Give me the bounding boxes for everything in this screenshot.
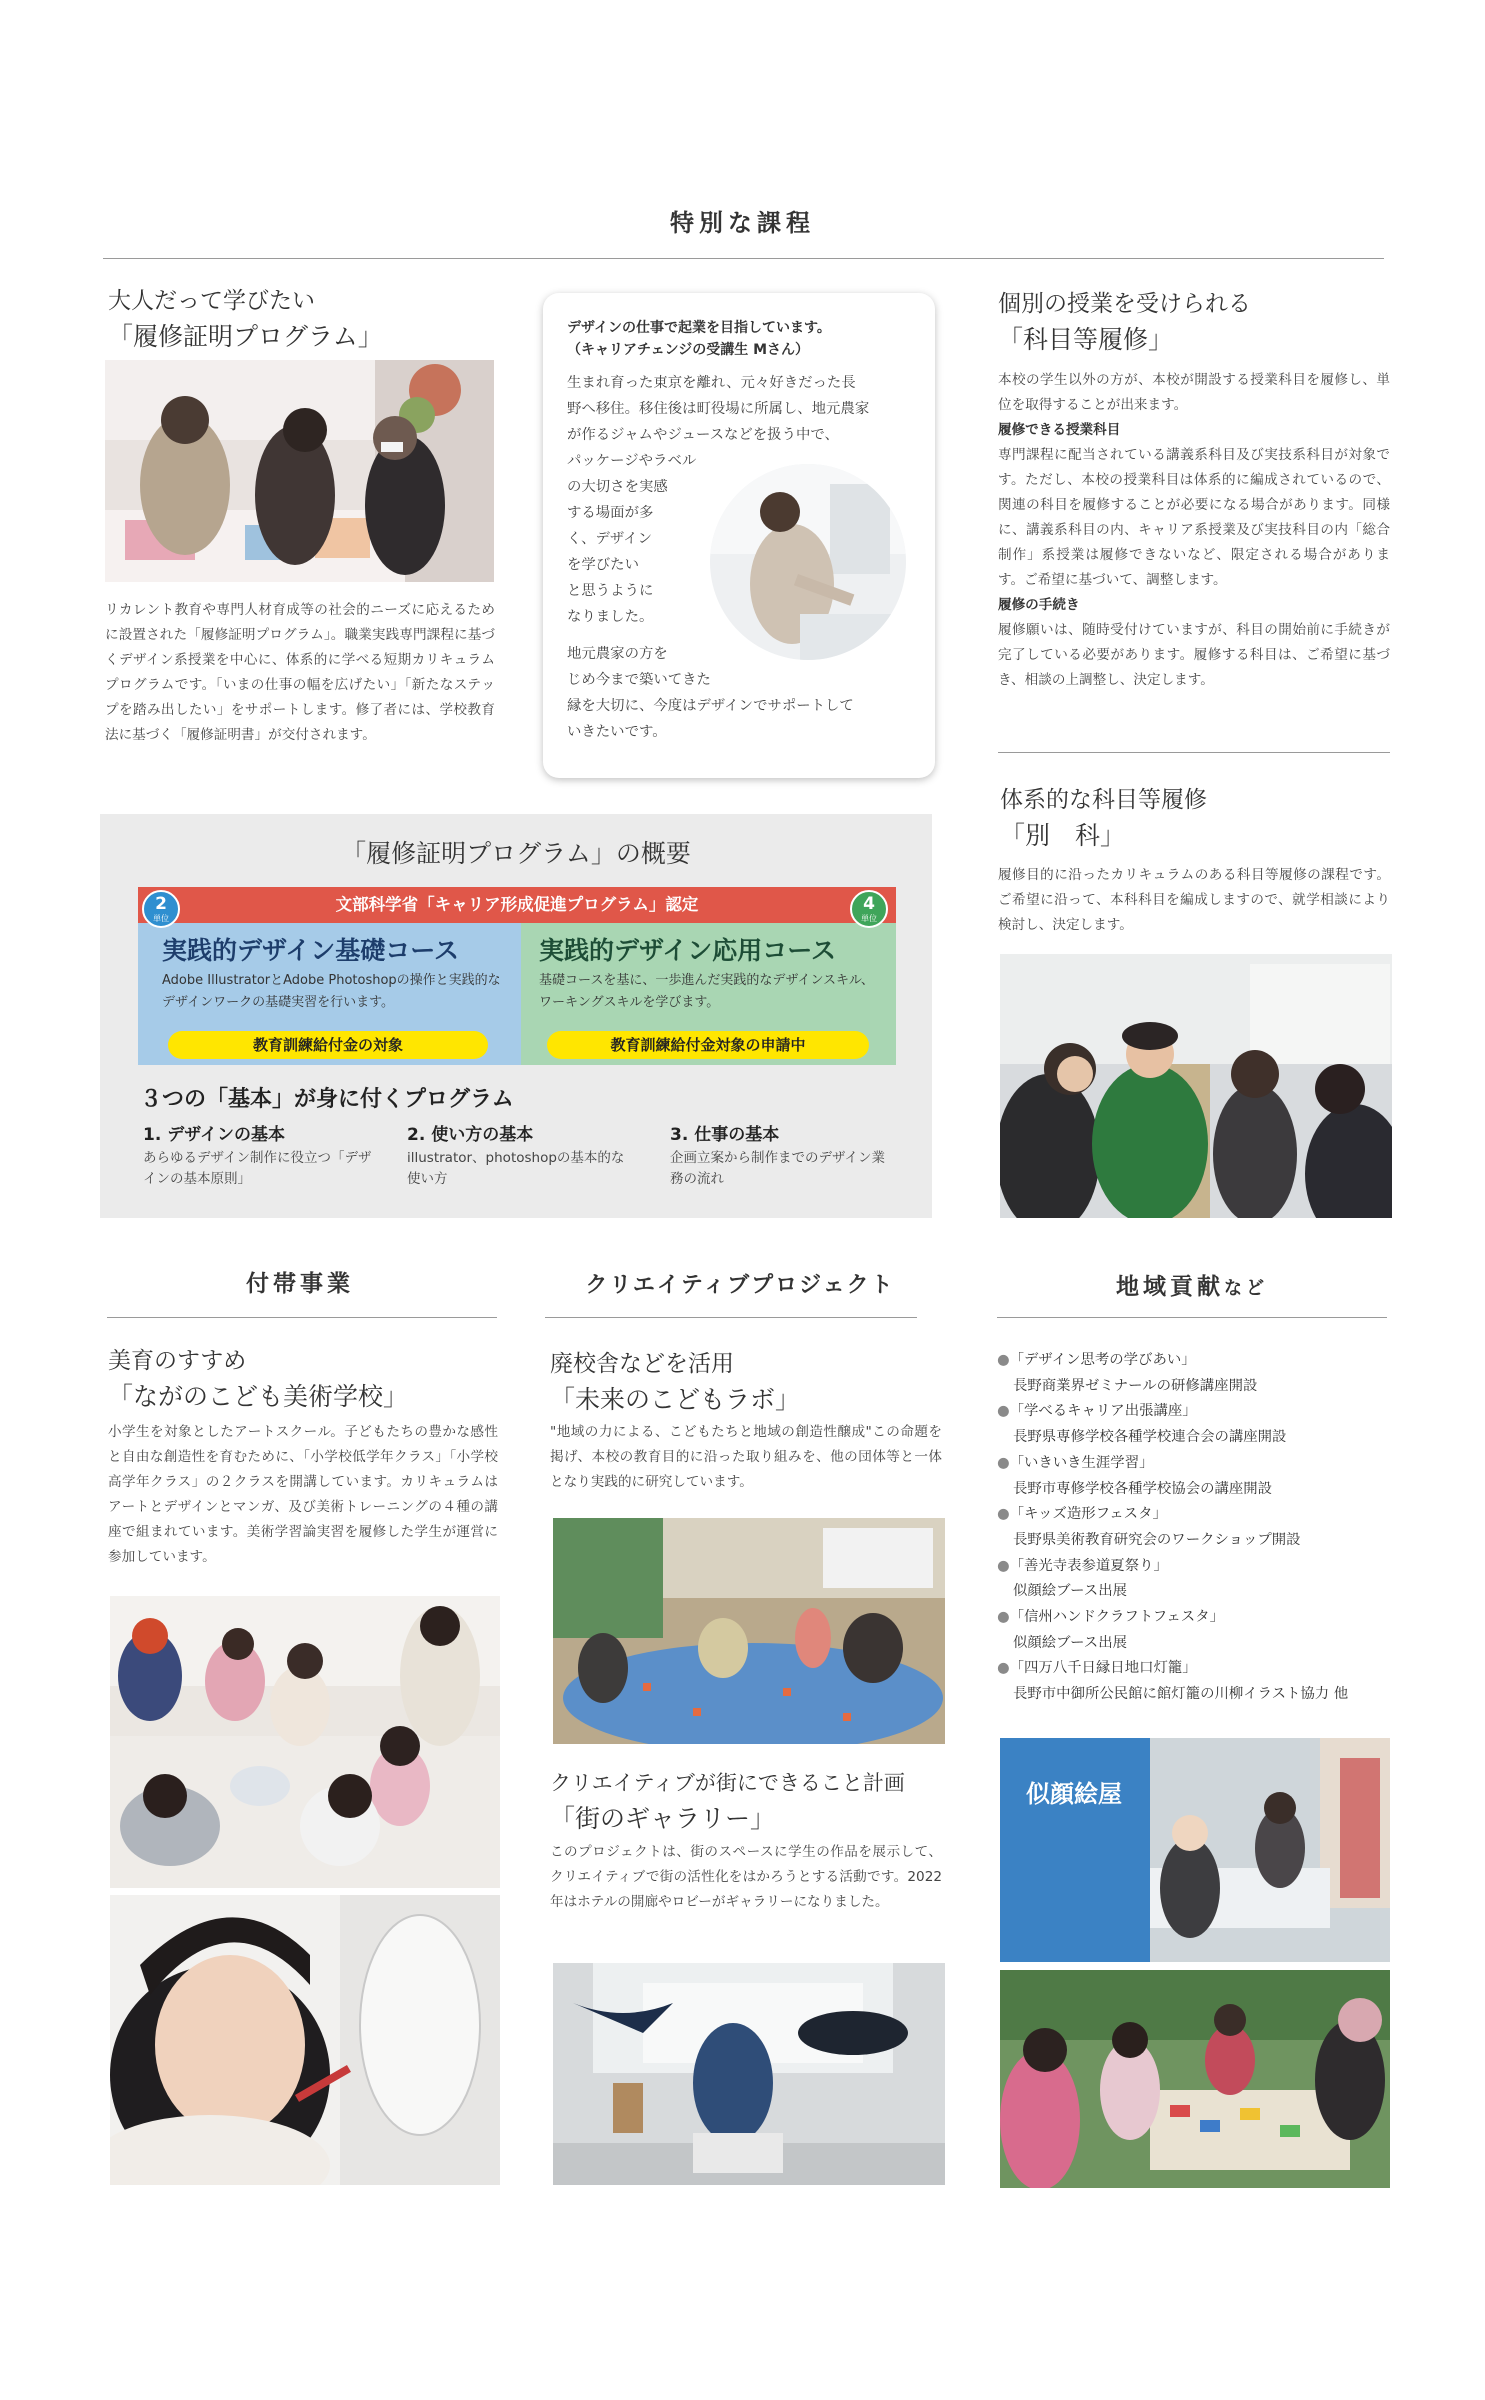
futai-lead — [108, 1343, 508, 1415]
interview-line: 縁を大切に、今度はデザインでサポートして — [567, 698, 854, 714]
applied-course-panel — [521, 923, 896, 1065]
list-bullet: ● — [997, 1557, 1010, 1574]
list-item-title: 「信州ハンドクラフトフェスタ」 — [1009, 1609, 1224, 1626]
list-item-title: 「善光寺表参道夏祭り」 — [1009, 1557, 1168, 1574]
basic-item-desc: 企画立案から制作までのデザイン業務の流れ — [670, 1150, 886, 1187]
bekka-lead-1: 体系的な科目等履修 — [1000, 787, 1207, 813]
futai-photo-2 — [110, 1895, 500, 2185]
rishu-photo — [105, 360, 494, 582]
interview-line: 生まれ育った東京を離れ、元々好きだった長 — [567, 375, 856, 391]
futai-body: 小学生を対象としたアートスクール。子どもたちの豊かな感性と自由な創造性を育むために、「小学校低学年クラス」「小学校高学年クラス」の２クラスを開講しています。カリキュラムはアートとデザインとマンガ、及び美術トレーニングの４種の講座で組まれています。美術学習論実習を履修した学生が運営に参加しています。 — [108, 1424, 498, 1565]
basic-item-1 — [143, 1122, 378, 1190]
creative-lead-2: 「未来のこどもラボ」 — [550, 1385, 801, 1414]
basic-course-panel — [138, 923, 521, 1065]
list-bullet: ● — [997, 1352, 1010, 1368]
chiiki-list — [997, 1348, 1387, 1708]
list-item-sub: 長野県専修学校各種学校連合会の講座開設 — [1013, 1429, 1287, 1446]
list-item-title: 「学べるキャリア出張講座」 — [1009, 1403, 1197, 1420]
title-divider — [103, 258, 1384, 259]
basic-item-desc: illustrator、photoshopの基本的な使い方 — [407, 1150, 625, 1187]
overview-box — [100, 814, 932, 1218]
bekka-photo — [1000, 954, 1392, 1218]
list-item — [997, 1451, 1387, 1502]
creative-lead-3: クリエイティブが街にできること計画 — [550, 1771, 905, 1795]
interview-line: なりました。 — [567, 609, 654, 625]
basic-units-label: 単位 — [153, 914, 169, 923]
list-item — [997, 1656, 1387, 1707]
interview-line: を学びたい — [567, 557, 639, 573]
basic-units-badge — [142, 890, 180, 928]
list-item-sub: 似顔絵ブース出展 — [1013, 1583, 1127, 1600]
overview-title: 「履修証明プログラム」の概要 — [341, 839, 691, 868]
kamoku-heading-2: 履修の手続き — [998, 597, 1080, 613]
kamoku-heading-1: 履修できる授業科目 — [998, 422, 1121, 438]
interview-person: （キャリアチェンジの受講生 Mさん） — [567, 342, 810, 358]
futai-section-title: 付帯事業 — [246, 1271, 354, 1297]
kamoku-lead-1: 個別の授業を受けられる — [998, 291, 1251, 317]
page-title: 特別な課程 — [670, 209, 815, 237]
interview-line: 地元農家の方を — [567, 646, 668, 662]
creative-lead-b — [550, 1765, 942, 1837]
list-bullet: ● — [997, 1609, 1010, 1626]
interview-line: じめ今まで築いてきた — [567, 672, 711, 688]
overview-banner: 文部科学省「キャリア形成促進プログラム」認定 — [138, 887, 896, 923]
list-bullet: ● — [997, 1660, 1010, 1677]
applied-units-badge — [850, 890, 888, 928]
list-bullet: ● — [997, 1403, 1010, 1420]
kamoku-body-3: 履修願いは、随時受付けていますが、科目の開始前に手続きが完了している必要があります。履修する科目は、ご希望に基づき、相談の上調整し、決定します。 — [998, 622, 1390, 688]
applied-units-label: 単位 — [861, 914, 877, 923]
interview-line: が作るジャムやジュースなどを扱う中で、 — [567, 427, 839, 443]
chiiki-divider — [997, 1317, 1387, 1318]
list-bullet: ● — [997, 1506, 1010, 1523]
rishu-lead — [108, 283, 508, 355]
futai-divider — [107, 1317, 497, 1318]
interview-card — [543, 293, 935, 778]
interview-line: する場面が多 — [567, 505, 654, 521]
kamoku-lead — [998, 286, 1378, 358]
list-item — [997, 1399, 1387, 1450]
kamoku-lead-2: 「科目等履修」 — [998, 325, 1174, 354]
list-item-title: 「いきいき生涯学習」 — [1009, 1454, 1154, 1471]
creative-lead-4: 「街のギャラリー」 — [550, 1804, 776, 1833]
creative-photo-1 — [553, 1518, 945, 1744]
list-item-sub: 長野市専修学校各種学校協会の講座開設 — [1013, 1480, 1273, 1497]
basic-course-desc: Adobe IllustratorとAdobe Photoshopの操作と実践的なデザインワークの基礎実習を行います。 — [162, 973, 501, 1010]
list-item-title: 「デザイン思考の学びあい」 — [1009, 1352, 1196, 1368]
rishu-body: リカレント教育や専門人材育成等の社会的ニーズに応えるために設置された「履修証明プログラム」。職業実践専門課程に基づくデザイン系授業を中心に、体系的に学べる短期カリキュラムプログラムです。「いまの仕事の幅を広げたい」「新たなステップを踏み出したい」をサポートします。修了者には、学校教育法に基づく「履修証明書」が交付されます。 — [105, 602, 495, 743]
futai-lead-1: 美育のすすめ — [108, 1348, 247, 1374]
basic-item-2 — [407, 1122, 637, 1190]
interview-p2 — [567, 641, 917, 745]
three-basics-title: ３つの「基本」が身に付くプログラム — [140, 1087, 514, 1112]
basic-course-title: 実践的デザイン基礎コース — [162, 936, 460, 965]
chiiki-title-main: 地域貢献 — [1116, 1274, 1224, 1300]
basic-item-3 — [670, 1122, 890, 1190]
list-item-sub: 長野商業界ゼミナールの研修講座開設 — [1013, 1377, 1258, 1394]
list-item — [997, 1502, 1387, 1553]
nigaoe-sign: 似顔絵屋 — [1026, 1779, 1122, 1808]
list-item-sub: 長野県美術教育研究会のワークショップ開設 — [1013, 1531, 1301, 1548]
interview-line: 野へ移住。移住後は町役場に所属し、地元農家 — [567, 401, 870, 417]
list-item-sub: 長野市中御所公民館に館灯籠の川柳イラスト協力 他 — [1013, 1686, 1349, 1703]
futai-photo-1 — [110, 1596, 500, 1888]
creative-photo-2 — [553, 1963, 945, 2185]
basic-course-pill: 教育訓練給付金の対象 — [168, 1031, 488, 1059]
list-item-title: 「キッズ造形フェスタ」 — [1009, 1506, 1167, 1523]
chiiki-photo-2 — [1000, 1970, 1390, 2188]
creative-divider — [545, 1317, 917, 1318]
creative-body: "地域の力による、こどもたちと地域の創造性醸成"この命題を掲げ、本校の教育目的に沿った取り組みを、他の団体等と一体となり実践的に研究しています。 — [550, 1424, 942, 1490]
list-item — [997, 1554, 1387, 1605]
list-bullet: ● — [997, 1454, 1010, 1471]
list-item-title: 「四万八千日縁日地口灯籠」 — [1009, 1660, 1197, 1677]
interview-line: と思うように — [567, 583, 654, 599]
applied-course-title: 実践的デザイン応用コース — [539, 936, 837, 965]
chiiki-title-suffix: など — [1224, 1278, 1268, 1299]
futai-lead-2: 「ながのこども美術学校」 — [108, 1382, 409, 1411]
interview-question — [567, 317, 831, 361]
creative-lead-1: 廃校舎などを活用 — [550, 1351, 734, 1377]
interview-line: の大切さを実感 — [567, 479, 668, 495]
interview-line: く、デザイン — [567, 531, 653, 547]
bekka-body: 履修目的に沿ったカリキュラムのある科目等履修の課程です。ご希望に沿って、本科科目を編成しますので、就学相談により検討し、決定します。 — [998, 867, 1390, 933]
rishu-lead-1: 大人だって学びたい — [108, 288, 315, 314]
interview-line: いきたいです。 — [567, 724, 667, 740]
basic-item-title: 2. 使い方の基本 — [407, 1125, 534, 1145]
chiiki-photo-1 — [1000, 1738, 1390, 1962]
basic-item-title: 1. デザインの基本 — [143, 1125, 286, 1145]
list-item — [997, 1348, 1387, 1399]
creative-section-title: クリエイティブプロジェクト — [585, 1273, 895, 1298]
basic-item-title: 3. 仕事の基本 — [670, 1125, 780, 1145]
applied-course-pill: 教育訓練給付金対象の申請中 — [547, 1031, 869, 1059]
applied-course-desc: 基礎コースを基に、一歩進んだ実践的なデザインスキル、ワーキングスキルを学びます。 — [539, 973, 874, 1010]
basic-item-desc: あらゆるデザイン制作に役立つ「デザインの基本原則」 — [143, 1150, 372, 1187]
interview-question-text: デザインの仕事で起業を目指しています。 — [567, 320, 831, 336]
kamoku-text — [998, 368, 1390, 693]
kamoku-body-2: 専門課程に配当されている講義系科目及び実技系科目が対象です。ただし、本校の授業科目は体系的に編成されているので、関連の科目を履修することが必要になる場合があります。同様に、講義系科目の内、キャリア系授業及び実技科目の内「総合制作」系授業は履修できないなど、限定される場合があります。ご希望に基づいて、調整します。 — [998, 447, 1390, 588]
applied-units-num: 4 — [863, 894, 875, 914]
rishu-lead-2: 「履修証明プログラム」 — [108, 322, 383, 351]
chiiki-section-title — [997, 1268, 1387, 1301]
bekka-lead — [1000, 782, 1380, 854]
interview-photo — [710, 464, 906, 660]
bekka-lead-2: 「別 科」 — [1000, 821, 1126, 850]
interview-line: パッケージやラベル — [567, 453, 697, 469]
list-item — [997, 1605, 1387, 1656]
creative-body-2: このプロジェクトは、街のスペースに学生の作品を展示して、クリエイティブで街の活性化をはかろうとする活動です。2022年はホテルの開廊やロビーがギャラリーになりました。 — [550, 1844, 942, 1910]
col3-divider — [998, 752, 1390, 753]
creative-lead — [550, 1346, 930, 1418]
basic-units-num: 2 — [155, 894, 167, 914]
list-item-sub: 似顔絵ブース出展 — [1013, 1634, 1127, 1651]
kamoku-body-1: 本校の学生以外の方が、本校が開設する授業科目を履修し、単位を取得することが出来ます。 — [998, 372, 1390, 413]
